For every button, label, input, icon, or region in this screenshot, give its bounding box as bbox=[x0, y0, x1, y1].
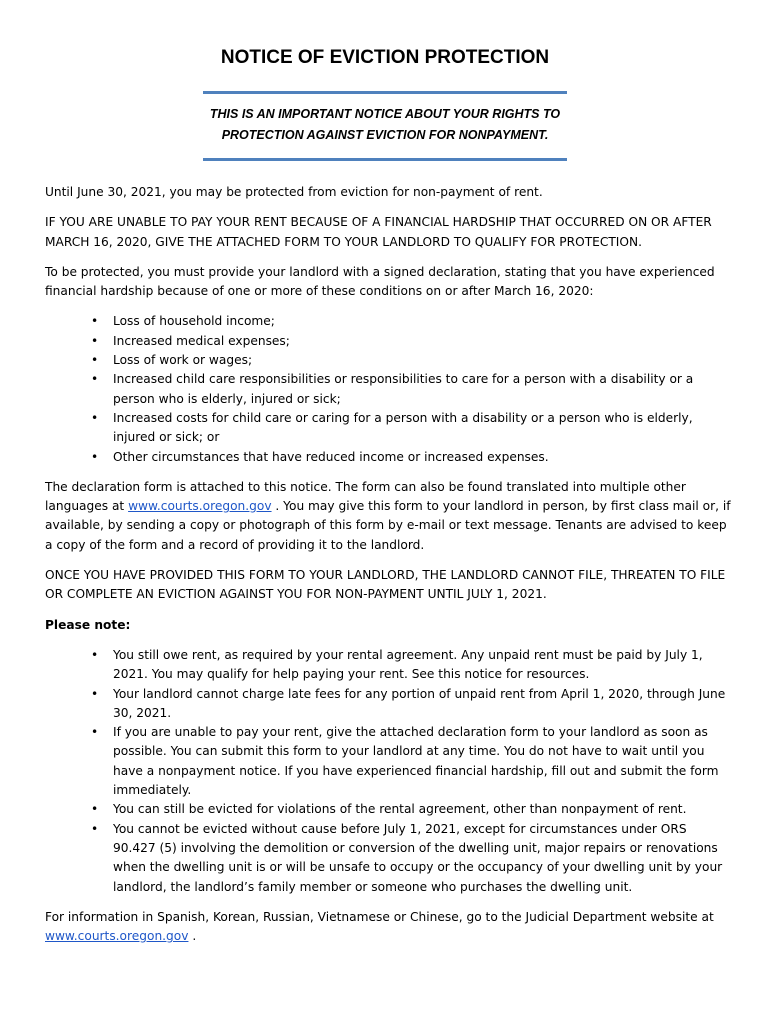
list-item: • You can still be evicted for violations of the rental agreement, other than nonpayment of rent. bbox=[113, 800, 733, 819]
bullet-icon: • bbox=[91, 372, 99, 387]
list-item: • You cannot be evicted without cause before July 1, 2021, except for circumstances under ORS 90.427 (5) involving the demolition or conversion of the dwelling unit, major repairs or renovations when the dwelling unit is or will be unsafe to occupy or the occupancy of your dwelling unit by your landlord, the landlord’s family member or someone who purchases the dwelling unit. bbox=[91, 821, 723, 894]
title-rule-bottom bbox=[203, 158, 567, 161]
list-item: • Loss of work or wages; bbox=[113, 351, 733, 370]
bullet-icon: • bbox=[91, 802, 99, 817]
list-item: • You still owe rent, as required by your rental agreement. Any unpaid rent must be paid by July 1, 2021. You may qualify for help paying your rent. See this notice for resources. bbox=[91, 647, 703, 682]
declaration-requirement-paragraph: To be protected, you must provide your landlord with a signed declaration, stating that you have experienced financial hardship because of one or more of these conditions on or after March 16, 2020: bbox=[45, 264, 715, 299]
bullet-icon: • bbox=[91, 821, 99, 836]
list-item: • Increased medical expenses; bbox=[113, 332, 733, 351]
language-info-paragraph: For information in Spanish, Korean, Russian, Vietnamese or Chinese, go to the Judicial Department website at www.courts.oregon.gov . bbox=[45, 909, 714, 944]
bullet-icon: • bbox=[91, 353, 99, 368]
please-note-heading: Please note: bbox=[45, 617, 131, 632]
bullet-icon: • bbox=[91, 410, 99, 425]
hardship-paragraph: IF YOU ARE UNABLE TO PAY YOUR RENT BECAUSE OF A FINANCIAL HARDSHIP THAT OCCURRED ON OR AFTER MARCH 16, 2020, GIVE THE ATTACHED FORM TO YOUR LANDLORD TO QUALIFY FOR PROTECTION. bbox=[45, 215, 712, 249]
courts-website-link-2[interactable]: www.courts.oregon.gov bbox=[45, 929, 189, 944]
declaration-form-paragraph: The declaration form is attached to this notice. The form can also be found translated into multiple other languages at www.courts.oregon.gov . You may give this form to your landlord in person, by first class mail or, if available, by sending a copy or photograph of this form by e-mail or text message. Tenants are advised to keep a copy of the form and a record of providing it to the landlord. bbox=[45, 479, 731, 552]
list-item: • Increased costs for child care or caring for a person with a disability or a person who is elderly, injured or sick; or bbox=[91, 410, 693, 445]
subtitle-line-1: THIS IS AN IMPORTANT NOTICE ABOUT YOUR RIGHTS TO bbox=[209, 107, 561, 121]
conditions-list bbox=[45, 312, 733, 466]
notes-list bbox=[45, 646, 733, 897]
protection-paragraph: ONCE YOU HAVE PROVIDED THIS FORM TO YOUR LANDLORD, THE LANDLORD CANNOT FILE, THREATEN TO FILE OR COMPLETE AN EVICTION AGAINST YOU FOR NON-PAYMENT UNTIL JULY 1, 2021. bbox=[45, 568, 726, 602]
subtitle-line-2: PROTECTION AGAINST EVICTION FOR NONPAYMENT. bbox=[221, 128, 549, 142]
bullet-icon: • bbox=[91, 314, 99, 329]
intro-paragraph: Until June 30, 2021, you may be protected from eviction for non-payment of rent. bbox=[45, 185, 543, 199]
list-item: • Increased child care responsibilities or responsibilities to care for a person with a disability or a person who is elderly, injured or sick; bbox=[91, 372, 694, 406]
bullet-icon: • bbox=[91, 333, 99, 348]
title-rule-top bbox=[203, 91, 567, 94]
document-title: NOTICE OF EVICTION PROTECTION bbox=[220, 47, 550, 68]
list-item: • Other circumstances that have reduced income or increased expenses. bbox=[113, 448, 733, 467]
list-item: • If you are unable to pay your rent, give the attached declaration form to your landlord as soon as possible. You can submit this form to your landlord at any time. You do not have to wait until you have a nonpayment notice. If you have experienced financial hardship, fill out and submit the form immediately. bbox=[91, 725, 719, 798]
bullet-icon: • bbox=[91, 647, 99, 662]
notice-subtitle bbox=[0, 104, 770, 146]
bullet-icon: • bbox=[91, 725, 99, 740]
document-body bbox=[45, 183, 733, 957]
bullet-icon: • bbox=[91, 449, 99, 464]
list-item: • Your landlord cannot charge late fees for any portion of unpaid rent from April 1, 2020, through June 30, 2021. bbox=[91, 686, 726, 720]
list-item: • Loss of household income; bbox=[113, 312, 733, 331]
courts-website-link[interactable]: www.courts.oregon.gov bbox=[128, 499, 272, 514]
bullet-icon: • bbox=[91, 686, 99, 701]
